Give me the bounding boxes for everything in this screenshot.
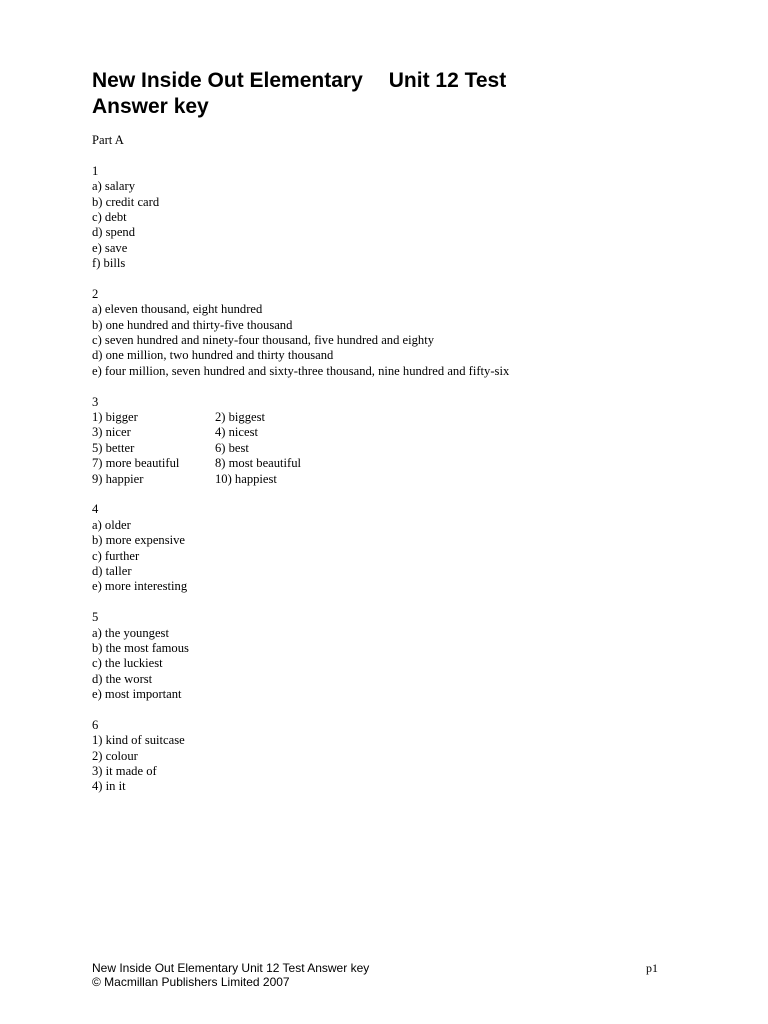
document-title [92,68,506,120]
answer-item: a) eleven thousand, eight hundred [92,302,263,317]
answer-item: c) debt [92,209,127,224]
footer-title: New Inside Out Elementary Unit 12 Test Answer key [92,961,370,975]
answer-item: 8) most beautiful [215,456,302,471]
answer-item: f) bills [92,256,126,271]
answer-item: 2) biggest [215,410,266,425]
section-number: 2 [92,286,99,301]
answer-item: 5) better [92,440,135,455]
answer-item: 9) happier [92,471,144,486]
answer-item: e) save [92,240,128,255]
answer-row [92,472,509,487]
answer-item: e) most important [92,687,182,702]
page-footer [92,961,658,989]
section-number: 3 [92,394,99,409]
section-5 [92,610,509,702]
page-number: p1 [646,961,658,975]
answer-key-body [92,133,509,795]
part-label: Part A [92,133,124,147]
title-unit: Unit 12 Test [388,69,507,92]
answer-item: 4) in it [92,779,126,794]
answer-item: d) taller [92,563,132,578]
answer-item: 10) happiest [215,471,277,486]
answer-item: 1) bigger [92,410,138,425]
section-number: 4 [92,502,99,517]
answer-item: e) more interesting [92,579,188,594]
answer-item: d) the worst [92,671,153,686]
answer-item: 1) kind of suitcase [92,733,185,748]
answer-row [92,441,509,456]
section-number: 5 [92,610,99,625]
answer-item: a) older [92,517,131,532]
answer-item: 7) more beautiful [92,456,180,471]
answer-item: c) seven hundred and ninety-four thousand, five hundred and eighty [92,333,435,348]
answer-item: 4) nicest [215,425,259,440]
section-1 [92,164,509,272]
answer-item: e) four million, seven hundred and sixty-three thousand, nine hundred and fifty-six [92,363,510,378]
section-number: 6 [92,717,99,732]
answer-item: d) one million, two hundred and thirty thousand [92,348,334,363]
answer-item: b) the most famous [92,640,189,655]
answer-row [92,410,509,425]
answer-item: d) spend [92,225,136,240]
section-6 [92,718,509,795]
answer-item: b) one hundred and thirty-five thousand [92,317,293,332]
answer-item: 6) best [215,440,249,455]
section-4 [92,502,509,594]
section-2 [92,287,509,379]
answer-item: 3) nicer [92,425,131,440]
title-subtitle: Answer key [92,95,209,118]
answer-item: a) the youngest [92,625,169,640]
answer-item: b) more expensive [92,533,186,548]
answer-item: 2) colour [92,748,138,763]
answer-item: b) credit card [92,194,160,209]
answer-item: 3) it made of [92,764,157,779]
section-3 [92,395,509,487]
answer-row [92,456,509,471]
answer-item: a) salary [92,179,136,194]
title-book: New Inside Out Elementary [92,69,363,92]
answer-item: c) further [92,548,140,563]
answer-item: c) the luckiest [92,656,163,671]
section-number: 1 [92,163,99,178]
answer-row [92,425,509,440]
footer-copyright: © Macmillan Publishers Limited 2007 [92,975,290,989]
